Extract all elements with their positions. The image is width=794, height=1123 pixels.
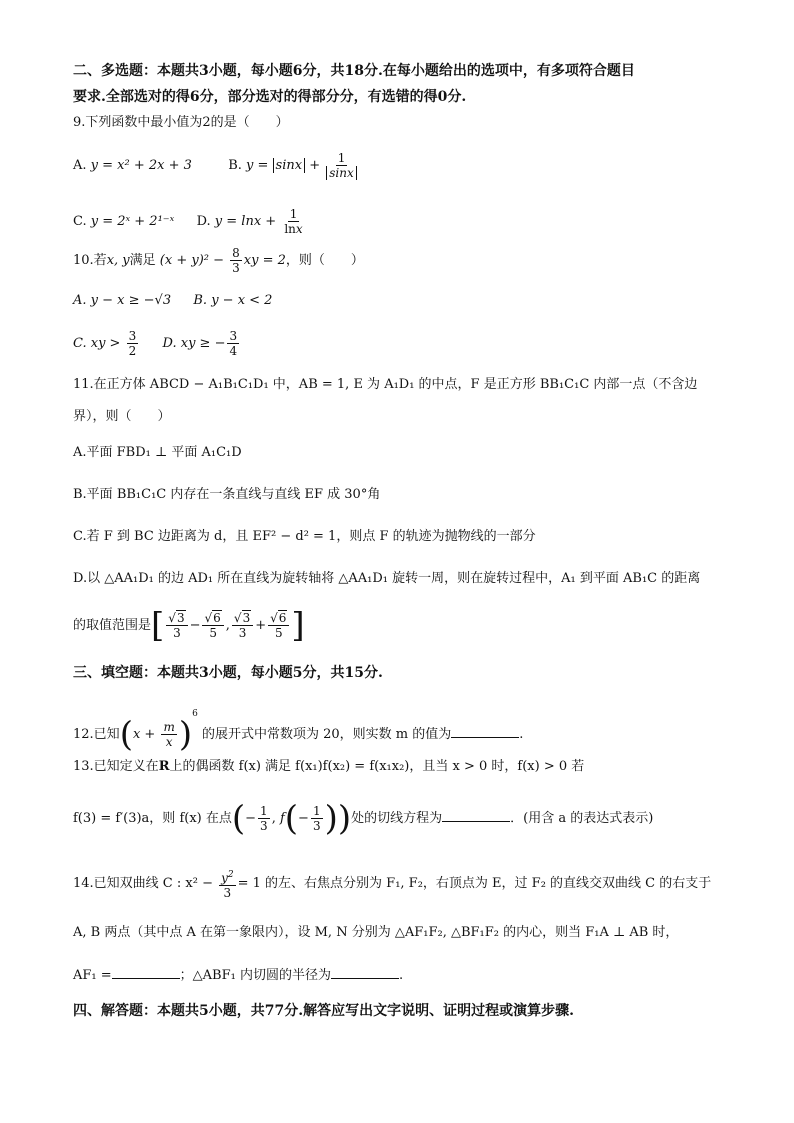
- q14-line1: [73, 866, 711, 902]
- q12-answer-blank[interactable]: [451, 725, 519, 738]
- q13-line1b: R: [158, 759, 170, 774]
- q9-b-expr: y = sinx + $\frac{1}{\sin x}$: [246, 158, 359, 173]
- q9-d-fraction: $\frac{1}{\ln x}$: [284, 207, 303, 236]
- q13-line1a: 13.已知定义在: [73, 759, 159, 774]
- q10-prefix: 10.若: [73, 253, 107, 268]
- q12-prefix: 12.已知: [73, 727, 120, 742]
- q9-a-expr: y = x² + 2x + 3: [90, 158, 192, 173]
- q14-line1b: = 1 的左、右焦点分别为 F₁, F₂，右顶点为 E，过 F₂ 的直线交双曲线 C 的右支于: [237, 876, 712, 891]
- q10-vars: x, y: [106, 253, 130, 268]
- q13-frac-2: $\frac{1}{3}$: [312, 804, 321, 833]
- q9-stem: 9.下列函数中最小值为2的是（ ）: [73, 115, 289, 130]
- section-2-heading-line2: 要求.全部选对的得6分，部分选对的得部分分，有选错的得0分.: [73, 89, 467, 105]
- q10-d-fraction: $\frac{3}{4}$: [229, 329, 238, 358]
- q13-line1c: 上的偶函数 f(x) 满足 f(x₁)f(x₂) = f(x₁x₂)，且当 x > 0 时，f(x) > 0 若: [169, 759, 585, 774]
- q10-fraction: $\frac{8}{3}$: [232, 246, 240, 275]
- q11-d-frac-4: $\frac{√6}{5}$: [268, 611, 289, 640]
- q10-c-fraction: $\frac{3}{2}$: [128, 329, 137, 358]
- section-3-heading: 三、填空题：本题共3小题，每小题5分，共15分.: [73, 665, 383, 681]
- q9-b-label: B.: [228, 158, 242, 173]
- q11-option-b: B.平面 BB₁C₁C 内存在一条直线与直线 EF 成 30°角: [73, 487, 381, 502]
- q14-line3c: .: [398, 968, 404, 983]
- q11-d-frac-2: $\frac{√6}{5}$: [202, 611, 223, 640]
- q9-a-label: A.: [73, 158, 87, 173]
- q9-options-ab: [73, 148, 359, 184]
- q9-c-label: C.: [73, 214, 87, 229]
- q9-d-expr: y = lnx +: [214, 214, 277, 229]
- q11-stem-line2: 界），则（ ）: [73, 409, 171, 424]
- q13-line2: f(3) = f′(3)a，则 f(x) 在点(− $\frac{1}{3}$ , f(− $\frac{1}{3}$ ))处的切线方程为 ．(用含 a 的表达式表示): [73, 798, 654, 839]
- q13-line2b: 处的切线方程为: [351, 811, 443, 826]
- q14-line1a: 14.已知双曲线 C : x² −: [73, 876, 213, 891]
- q10-d-label: D. xy ≥ −: [162, 336, 226, 351]
- q10-expr-b: xy = 2: [243, 253, 286, 268]
- q10-mid: 满足: [129, 253, 156, 268]
- section-2-heading-line1: 二、多选题：本题共3小题，每小题6分，共18分.在每小题给出的选项中，有多项符合题目: [73, 63, 635, 79]
- q9-options-cd: [73, 204, 307, 240]
- q11-d2-prefix: 的取值范围是: [73, 618, 152, 633]
- q13-line1: [73, 758, 584, 776]
- q11-option-c: C.若 F 到 BC 边距离为 d，且 EF² − d² = 1，则点 F 的轨迹为抛物线的一部分: [73, 529, 536, 544]
- q10-suffix: ，则（ ）: [285, 253, 364, 268]
- q14-fraction: $\frac{y^2}{3}$: [221, 869, 234, 900]
- q12-line: 12.已知(x + $\frac{m}{x}$ )$^6$ 的展开式中常数项为 20，则实数 m 的值为 .: [73, 709, 524, 755]
- q10-options-cd: [73, 326, 241, 362]
- q13-line2a: f(3) = f′(3)a，则 f(x) 在点: [73, 811, 232, 826]
- section-4-heading: 四、解答题：本题共5小题，共77分.解答应写出文字说明、证明过程或演算步骤.: [73, 1003, 574, 1019]
- q10-a: A. y − x ≥ −√3: [73, 293, 172, 308]
- q12-suffix: 的展开式中常数项为 20，则实数 m 的值为: [202, 727, 452, 742]
- q13-line2c: ．(用含 a 的表达式表示): [510, 811, 654, 826]
- q11-d-frac-3: $\frac{√3}{3}$: [232, 611, 253, 640]
- q10-stem: [73, 244, 364, 278]
- q11-stem-line1: 11.在正方体 ABCD − A₁B₁C₁D₁ 中，AB = 1, E 为 A₁D₁ 的中点，F 是正方形 BB₁C₁C 内部一点（不含边: [73, 377, 698, 392]
- q14-answer-blank-1[interactable]: [112, 966, 180, 979]
- q10-options-ab: [73, 292, 272, 310]
- q10-c-label: C. xy >: [73, 336, 121, 351]
- q11-d-frac-1: $\frac{√3}{3}$: [166, 611, 187, 640]
- q9-d-label: D.: [196, 214, 211, 229]
- q14-line3: [73, 966, 403, 985]
- q11-option-a: A.平面 FBD₁ ⊥ 平面 A₁C₁D: [73, 445, 242, 460]
- q11-option-d-line1: D.以 △AA₁D₁ 的边 AD₁ 所在直线为旋转轴将 △AA₁D₁ 旋转一周，则在旋转过程中，A₁ 到平面 AB₁C 的距离: [73, 571, 701, 586]
- q9-c-expr: y = 2ˣ + 2¹⁻ˣ: [90, 214, 175, 229]
- q13-answer-blank[interactable]: [442, 809, 510, 822]
- q12-fraction: $\frac{m}{x}$: [163, 720, 175, 749]
- q13-frac-1: $\frac{1}{3}$: [260, 804, 268, 833]
- q10-b: B. y − x < 2: [193, 293, 273, 308]
- q14-line3b: ；△ABF₁ 内切圆的半径为: [179, 968, 331, 983]
- q10-expr-a: (x + y)² −: [159, 253, 225, 268]
- q14-line2: A, B 两点（其中点 A 在第一象限内），设 M, N 分别为 △AF₁F₂, △BF₁F₂ 的内心，则当 F₁A ⊥ AB 时，: [73, 925, 679, 940]
- q14-line3a: AF₁ =: [73, 968, 112, 983]
- q14-answer-blank-2[interactable]: [331, 966, 399, 979]
- q11-option-d-line2: 的取值范围是[ $\frac{√3}{3}$ − $\frac{√6}{5}$ , $\frac{√3}{3}$ + $\frac{√6}{5}$ ]: [73, 605, 305, 646]
